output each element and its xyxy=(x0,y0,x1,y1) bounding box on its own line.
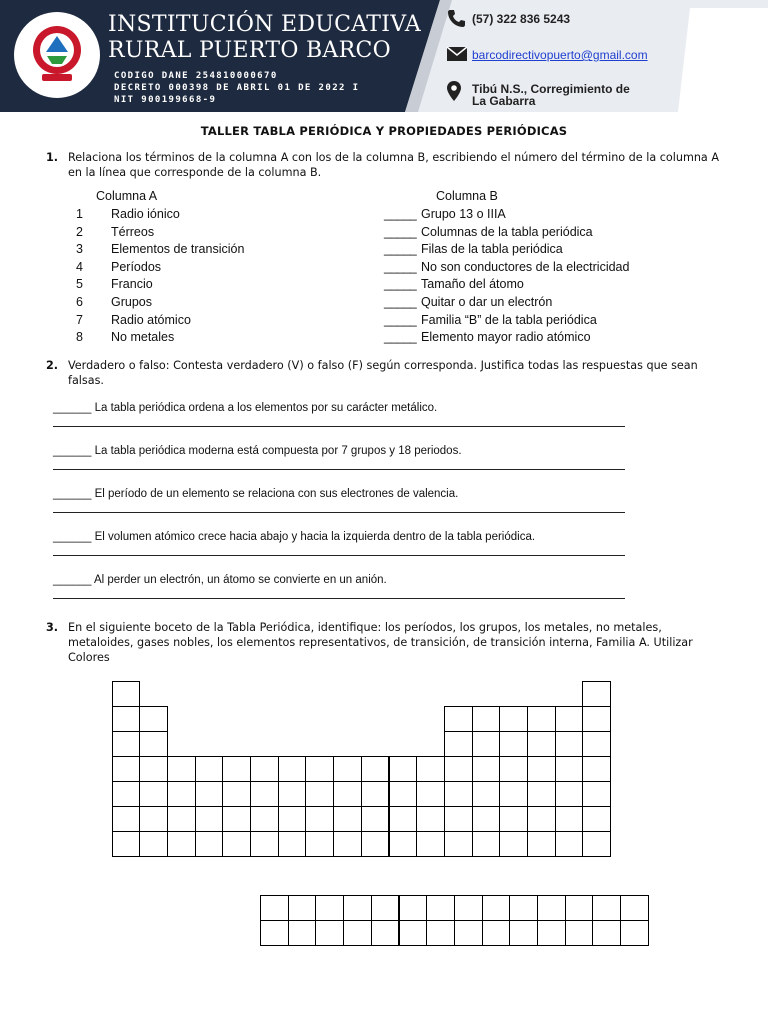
table-cell[interactable] xyxy=(371,895,400,921)
column-a-number: 2 xyxy=(76,224,83,239)
table-cell[interactable] xyxy=(499,731,528,757)
table-cell[interactable] xyxy=(444,731,473,757)
table-cell[interactable] xyxy=(167,756,196,782)
table-cell[interactable] xyxy=(278,806,307,832)
column-b-term: Quitar o dar un electrón xyxy=(421,295,553,309)
column-b-term: Grupo 13 o IIIA xyxy=(421,207,506,221)
table-cell[interactable] xyxy=(250,806,279,832)
location-pin-icon xyxy=(446,80,462,105)
tf-statement: El volumen atómico crece hacia abajo y hacia la izquierda dentro de la tabla periódica. xyxy=(94,531,536,543)
table-cell[interactable] xyxy=(222,806,251,832)
table-cell[interactable] xyxy=(112,781,141,807)
table-cell[interactable] xyxy=(499,756,528,782)
table-cell[interactable] xyxy=(250,831,279,857)
table-cell[interactable] xyxy=(527,806,556,832)
table-cell[interactable] xyxy=(389,781,418,807)
table-cell[interactable] xyxy=(361,806,390,832)
justification-line[interactable] xyxy=(53,512,625,513)
question-1-number: 1. xyxy=(46,151,59,164)
column-a-number: 8 xyxy=(76,330,83,345)
table-cell[interactable] xyxy=(260,920,289,946)
table-cell[interactable] xyxy=(195,781,224,807)
table-cell[interactable] xyxy=(426,895,455,921)
dane-code: CODIGO DANE 254810000670 xyxy=(114,71,278,81)
decree: DECRETO 000398 DE ABRIL 01 DE 2022 I xyxy=(114,83,360,93)
document-title: TALLER TABLA PERIÓDICA Y PROPIEDADES PERIÓDICAS xyxy=(200,124,568,138)
column-a-number: 4 xyxy=(76,259,83,274)
matching-columns xyxy=(0,189,768,349)
justification-line[interactable] xyxy=(53,555,625,556)
table-cell[interactable] xyxy=(222,781,251,807)
table-cell[interactable] xyxy=(139,731,168,757)
table-cell[interactable] xyxy=(389,806,418,832)
table-cell[interactable] xyxy=(361,781,390,807)
table-cell[interactable] xyxy=(565,895,594,921)
table-cell[interactable] xyxy=(112,731,141,757)
table-cell[interactable] xyxy=(582,681,611,707)
table-cell[interactable] xyxy=(343,895,372,921)
table-cell[interactable] xyxy=(278,831,307,857)
justification-line[interactable] xyxy=(53,598,625,599)
table-cell[interactable] xyxy=(582,756,611,782)
table-cell[interactable] xyxy=(139,806,168,832)
address xyxy=(472,83,630,107)
table-cell[interactable] xyxy=(555,756,584,782)
table-cell[interactable] xyxy=(444,706,473,732)
true-false-item xyxy=(53,488,458,500)
table-cell[interactable] xyxy=(399,920,428,946)
table-cell[interactable] xyxy=(444,756,473,782)
table-cell[interactable] xyxy=(620,895,649,921)
table-cell[interactable] xyxy=(333,831,362,857)
address-line2: La Gabarra xyxy=(472,94,536,108)
table-cell[interactable] xyxy=(112,806,141,832)
column-b-header: Columna B xyxy=(436,189,498,203)
table-cell[interactable] xyxy=(389,831,418,857)
phone-icon xyxy=(446,8,466,31)
column-a-number: 6 xyxy=(76,295,83,309)
table-cell[interactable] xyxy=(195,831,224,857)
table-cell[interactable] xyxy=(416,831,445,857)
table-cell[interactable] xyxy=(499,831,528,857)
justification-line[interactable] xyxy=(53,469,625,470)
table-cell[interactable] xyxy=(509,920,538,946)
column-a-number: 1 xyxy=(76,207,83,221)
tf-statement: El período de un elemento se relaciona con sus electrones de valencia. xyxy=(94,488,459,500)
table-cell[interactable] xyxy=(454,920,483,946)
column-b-term: Filas de la tabla periódica xyxy=(421,242,563,257)
table-cell[interactable] xyxy=(472,756,501,782)
nit: NIT 900199668-9 xyxy=(114,95,217,105)
table-cell[interactable] xyxy=(416,756,445,782)
column-a-number: 3 xyxy=(76,242,83,257)
matching-row xyxy=(0,225,768,242)
table-cell[interactable] xyxy=(472,706,501,732)
column-b-term: No son conductores de la electricidad xyxy=(421,259,630,274)
table-cell[interactable] xyxy=(509,895,538,921)
tf-statement: La tabla periódica moderna está compuesta por 7 grupos y 18 periodos. xyxy=(94,445,462,457)
question-2-text: Verdadero o falso: Contesta verdadero (V) o falso (F) según corresponda. Justifica todas las respuestas que sean falsas. xyxy=(68,359,698,387)
table-cell[interactable] xyxy=(399,895,428,921)
table-cell[interactable] xyxy=(499,806,528,832)
institution-name-line1: INSTITUCIÓN EDUCATIVA xyxy=(108,12,422,37)
table-cell[interactable] xyxy=(582,731,611,757)
question-1-text: Relaciona los términos de la columna A con los de la columna B, escribiendo el número del término de la columna A en la línea que corresponde de la columna B. xyxy=(68,151,719,179)
table-cell[interactable] xyxy=(527,756,556,782)
question-3-text: En el siguiente boceto de la Tabla Periódica, identifique: los períodos, los grupos, los metales, no metales, metaloides, gases nobles, los elementos representativos, de transición, de transición interna, Familia A. Utilizar Colores xyxy=(68,621,693,664)
table-cell[interactable] xyxy=(472,781,501,807)
table-cell[interactable] xyxy=(527,781,556,807)
answer-blank[interactable]: _____ xyxy=(384,312,417,327)
table-cell[interactable] xyxy=(482,895,511,921)
table-cell[interactable] xyxy=(527,831,556,857)
table-cell[interactable] xyxy=(139,706,168,732)
question-3-number: 3. xyxy=(46,621,59,634)
table-cell[interactable] xyxy=(565,920,594,946)
answer-blank[interactable]: _____ xyxy=(384,242,417,257)
answer-blank[interactable]: _____ xyxy=(384,295,417,309)
table-cell[interactable] xyxy=(537,895,566,921)
answer-blank[interactable]: _____ xyxy=(384,259,417,274)
table-cell[interactable] xyxy=(112,831,141,857)
table-cell[interactable] xyxy=(416,806,445,832)
column-a-number: 5 xyxy=(76,277,83,292)
table-cell[interactable] xyxy=(444,831,473,857)
table-cell[interactable] xyxy=(499,706,528,732)
matching-row xyxy=(0,260,768,277)
table-cell[interactable] xyxy=(472,806,501,832)
tf-answer-blank[interactable]: ______ xyxy=(53,574,92,586)
matching-row xyxy=(0,330,768,347)
true-false-item xyxy=(53,445,462,457)
table-cell[interactable] xyxy=(260,895,289,921)
table-cell[interactable] xyxy=(305,806,334,832)
question-1 xyxy=(46,150,726,180)
table-cell[interactable] xyxy=(555,706,584,732)
table-cell[interactable] xyxy=(361,831,390,857)
table-cell[interactable] xyxy=(139,831,168,857)
table-cell[interactable] xyxy=(222,756,251,782)
column-a-number: 7 xyxy=(76,312,83,327)
table-cell[interactable] xyxy=(527,706,556,732)
column-a-term: Elementos de transición xyxy=(111,242,245,257)
table-cell[interactable] xyxy=(250,781,279,807)
table-cell[interactable] xyxy=(112,681,141,707)
column-a-term: Grupos xyxy=(111,295,152,309)
answer-blank[interactable]: _____ xyxy=(384,207,417,221)
true-false-item xyxy=(53,402,437,414)
table-cell[interactable] xyxy=(288,920,317,946)
column-a-term: No metales xyxy=(111,330,175,345)
table-cell[interactable] xyxy=(582,781,611,807)
tf-answer-blank[interactable]: ______ xyxy=(53,531,92,543)
table-cell[interactable] xyxy=(167,781,196,807)
tf-statement: Al perder un electrón, un átomo se convierte en un anión. xyxy=(93,574,387,586)
matching-row xyxy=(0,313,768,330)
institution-name-line2: RURAL PUERTO BARCO xyxy=(108,38,391,63)
tf-answer-blank[interactable]: ______ xyxy=(53,402,92,414)
table-cell[interactable] xyxy=(592,920,621,946)
table-cell[interactable] xyxy=(195,756,224,782)
table-cell[interactable] xyxy=(555,806,584,832)
table-cell[interactable] xyxy=(305,781,334,807)
table-cell[interactable] xyxy=(333,756,362,782)
table-cell[interactable] xyxy=(555,731,584,757)
table-cell[interactable] xyxy=(315,895,344,921)
answer-blank[interactable]: _____ xyxy=(384,330,417,345)
table-cell[interactable] xyxy=(195,806,224,832)
matching-row xyxy=(0,295,768,312)
table-cell[interactable] xyxy=(315,920,344,946)
tf-answer-blank[interactable]: ______ xyxy=(53,445,92,457)
table-cell[interactable] xyxy=(333,806,362,832)
table-cell[interactable] xyxy=(167,831,196,857)
table-cell[interactable] xyxy=(305,756,334,782)
table-cell[interactable] xyxy=(361,756,390,782)
table-cell[interactable] xyxy=(416,781,445,807)
table-cell[interactable] xyxy=(333,781,362,807)
table-cell[interactable] xyxy=(472,831,501,857)
table-cell[interactable] xyxy=(582,831,611,857)
table-cell[interactable] xyxy=(426,920,455,946)
institution-name xyxy=(108,12,421,64)
matching-row xyxy=(0,207,768,224)
email-link[interactable]: barcodirectivopuerto@gmail.com xyxy=(472,48,648,62)
table-cell[interactable] xyxy=(139,756,168,782)
table-cell[interactable] xyxy=(620,920,649,946)
column-b-term: Elemento mayor radio atómico xyxy=(421,330,591,345)
table-cell[interactable] xyxy=(278,756,307,782)
table-cell[interactable] xyxy=(112,756,141,782)
column-a-term: Francio xyxy=(111,277,153,292)
table-cell[interactable] xyxy=(537,920,566,946)
justification-line[interactable] xyxy=(53,426,625,427)
table-cell[interactable] xyxy=(288,895,317,921)
question-2 xyxy=(46,358,726,388)
table-cell[interactable] xyxy=(343,920,372,946)
matching-row xyxy=(0,277,768,294)
table-cell[interactable] xyxy=(278,781,307,807)
matching-row xyxy=(0,242,768,259)
table-cell[interactable] xyxy=(555,781,584,807)
answer-blank[interactable]: _____ xyxy=(384,224,417,239)
tf-statement: La tabla periódica ordena a los elementos por su carácter metálico. xyxy=(94,402,438,414)
column-b-term: Columnas de la tabla periódica xyxy=(421,224,593,239)
table-cell[interactable] xyxy=(222,831,251,857)
school-logo xyxy=(14,12,100,98)
table-cell[interactable] xyxy=(389,756,418,782)
table-cell[interactable] xyxy=(555,831,584,857)
address-line1: Tibú N.S., Corregimiento de xyxy=(472,82,630,96)
table-cell[interactable] xyxy=(499,781,528,807)
table-cell[interactable] xyxy=(454,895,483,921)
table-cell[interactable] xyxy=(371,920,400,946)
question-2-number: 2. xyxy=(46,359,59,372)
true-false-item xyxy=(53,531,535,543)
column-a-term: Radio atómico xyxy=(111,312,191,327)
phone-number: (57) 322 836 5243 xyxy=(472,12,571,26)
mail-icon xyxy=(446,46,468,65)
table-cell[interactable] xyxy=(444,781,473,807)
table-cell[interactable] xyxy=(472,731,501,757)
table-cell[interactable] xyxy=(167,806,196,832)
table-cell[interactable] xyxy=(444,806,473,832)
column-a-term: Períodos xyxy=(111,259,162,274)
table-cell[interactable] xyxy=(592,895,621,921)
table-cell[interactable] xyxy=(527,731,556,757)
table-cell[interactable] xyxy=(139,781,168,807)
table-cell[interactable] xyxy=(482,920,511,946)
table-cell[interactable] xyxy=(582,706,611,732)
table-cell[interactable] xyxy=(112,706,141,732)
true-false-item xyxy=(53,574,387,586)
table-cell[interactable] xyxy=(250,756,279,782)
table-cell[interactable] xyxy=(305,831,334,857)
question-3 xyxy=(46,620,726,665)
tf-answer-blank[interactable]: ______ xyxy=(53,488,92,500)
column-a-term: Térreos xyxy=(111,224,155,239)
column-a-header: Columna A xyxy=(96,189,158,203)
column-a-term: Radio iónico xyxy=(111,207,180,221)
column-b-term: Familia “B” de la tabla periódica xyxy=(421,312,597,327)
table-cell[interactable] xyxy=(582,806,611,832)
answer-blank[interactable]: _____ xyxy=(384,277,417,292)
institution-registry xyxy=(114,70,359,106)
column-b-term: Tamaño del átomo xyxy=(421,277,524,292)
letterhead xyxy=(0,0,768,112)
